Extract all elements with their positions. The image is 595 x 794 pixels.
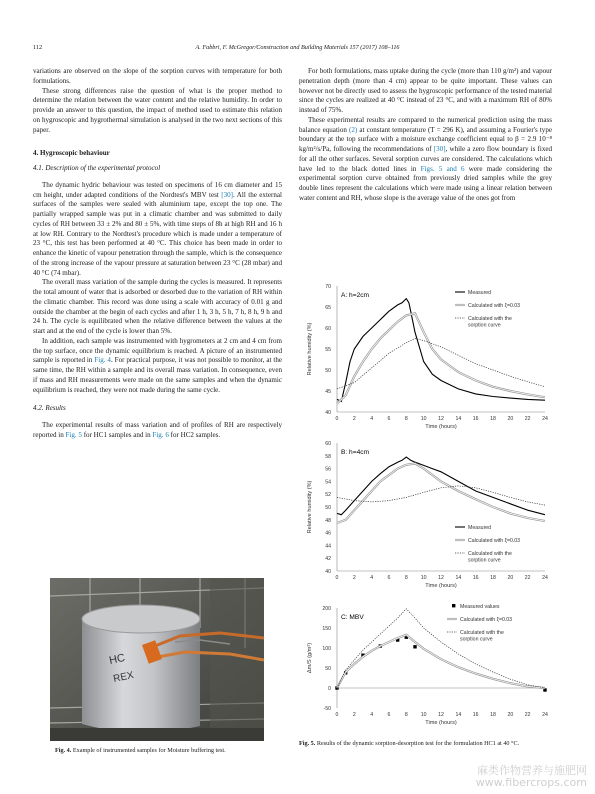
x-tick-label: 16 bbox=[472, 575, 479, 581]
left-column bbox=[33, 67, 282, 441]
x-tick-label: 6 bbox=[387, 416, 391, 422]
x-tick-label: 20 bbox=[507, 712, 514, 718]
reference-link[interactable]: [30] bbox=[433, 145, 446, 153]
y-tick-label: 200 bbox=[322, 606, 331, 612]
legend-label: Calculated with ξ=0.03 bbox=[468, 538, 521, 544]
figure-caption: Fig. 5. Results of the dynamic sorption-desorption test for the formulation HC1 at 40 °C. bbox=[299, 740, 520, 747]
x-tick-label: 4 bbox=[370, 416, 374, 422]
chart-a-humidity-2cm bbox=[303, 280, 553, 440]
journal-reference: A. Fabbri, F. McGregor/Construction and Building Materials 157 (2017) 108–116 bbox=[195, 44, 400, 51]
y-tick-label: 65 bbox=[325, 305, 331, 311]
y-axis-label: Relative humidity (%) bbox=[307, 480, 313, 534]
y-tick-label: 45 bbox=[325, 389, 331, 395]
series-line-calculated-xi-inner bbox=[337, 635, 545, 688]
chart-title: B: h=4cm bbox=[341, 449, 370, 456]
y-axis-label: Δm/S (g/m²) bbox=[307, 642, 313, 674]
equation-link[interactable]: (2) bbox=[349, 125, 358, 134]
y-tick-label: 52 bbox=[325, 492, 331, 499]
watermark-url: www.fibercrops.com bbox=[475, 776, 587, 789]
figure-link[interactable]: Figs. 5 and 6 bbox=[420, 164, 465, 173]
series-line-calculated-xi bbox=[337, 635, 545, 688]
x-axis-label: Time (hours) bbox=[425, 424, 457, 430]
x-tick-label: 0 bbox=[335, 575, 339, 581]
x-tick-label: 2 bbox=[352, 712, 356, 718]
series-line-calculated-sorption bbox=[337, 609, 545, 688]
x-tick-label: 6 bbox=[387, 712, 391, 718]
y-tick-label: 150 bbox=[322, 626, 331, 632]
series-line-calculated-sorption bbox=[337, 339, 545, 389]
y-tick-label: 40 bbox=[325, 569, 331, 575]
section-heading: 4. Hygroscopic behaviour bbox=[33, 149, 110, 158]
x-tick-label: 22 bbox=[524, 416, 531, 422]
x-axis-label: Time (hours) bbox=[425, 720, 457, 726]
x-tick-label: 0 bbox=[335, 416, 339, 422]
x-tick-label: 2 bbox=[352, 575, 356, 581]
figure-link[interactable]: Fig. 6 bbox=[152, 430, 169, 439]
legend-label: Calculated with the bbox=[460, 630, 504, 636]
x-tick-label: 4 bbox=[370, 712, 374, 718]
x-tick-label: 10 bbox=[420, 712, 427, 718]
x-tick-label: 12 bbox=[438, 712, 444, 718]
paragraph: The dynamic hydric behaviour was tested on specimens of 16 cm diameter and 15 cm height, under adapted conditions of the Nordtest's MBV test [30]. All the external surfaces of the samples were sealed with aluminium tape, except the top one. The partially wrapped sample was put in a climatic chamber and was submitted to daily cycles of RH between 33 ± 2% and 80 ± 5%, with time steps of 8h at high RH and 16 h at low RH. Contrary to the Nordtest's procedure which is made under a temperature of 23 °C, this test has been performed at 40 °C. This choice has been made in order to enhance the kinetic of vapour penetration through the sample, which is the consequence of the strong increase of the vapour pressure at saturation between 23 °C (28 mbar) and 40 °C (74 mbar). bbox=[33, 180, 282, 277]
legend-label: sorption curve bbox=[468, 322, 501, 329]
y-tick-label: 50 bbox=[325, 368, 331, 374]
legend-label: Calculated with the bbox=[468, 316, 512, 322]
y-tick-label: 40 bbox=[325, 410, 331, 416]
chart-c-mbv bbox=[303, 600, 553, 735]
y-tick-label: 100 bbox=[322, 646, 331, 652]
figure-caption: Fig. 4. Example of instrumented samples for Moisture buffering test. bbox=[55, 747, 226, 754]
chart-b-humidity-4cm bbox=[303, 437, 553, 599]
paragraph: The overall mass variation of the sample during the cycles is measured. It represents the total amount of water that is adsorbed or desorbed due to the variation of RH within the climatic chamber. This record was done using a scale with accuracy of 0.01 g and outside the chamber at the begin of each cycles and after 1 h, 3 h, 5 h, 7 h, 8 h, 9 h and 24 h. The cycle is equilibrated when the relative difference between the values at the start and at the end of the cycle is lower than 5%. bbox=[33, 278, 282, 335]
y-tick-label: 44 bbox=[325, 543, 331, 550]
x-tick-label: 18 bbox=[490, 712, 496, 718]
x-tick-label: 12 bbox=[438, 416, 444, 422]
x-tick-label: 6 bbox=[387, 575, 391, 581]
page-number: 112 bbox=[33, 44, 43, 51]
x-tick-label: 24 bbox=[542, 575, 548, 581]
y-tick-label: 48 bbox=[325, 517, 331, 524]
y-tick-label: 58 bbox=[325, 453, 331, 460]
y-axis-label: Relative humidity (%) bbox=[307, 322, 313, 376]
x-tick-label: 18 bbox=[490, 416, 496, 422]
y-tick-label: 70 bbox=[325, 284, 331, 290]
paragraph: These experimental results are compared to the numerical prediction using the mass balance equation (2) at constant temperature (T = 296 K), and assuming a Fourier's type boundary at the top surface with a moisture exchange coefficient equal to β = 2.9 10⁻⁸ kg/m²/s/Pa, following the recommendations of [30], while a zero flow boundary is fixed for all the other surfaces. Several sorption curves are considered. The calculations which have led to the black dotted lines in Figs. 5 and 6 were made considering the experimental sorption curve obtained from previously dried samples while the grey double lines represent the calculations which were made using a linear relation between water content and RH, whose slope is the average value of the ones got from bbox=[299, 115, 553, 202]
y-tick-label: 60 bbox=[325, 326, 331, 332]
chart-title: C: MBV bbox=[341, 614, 364, 621]
x-tick-label: 14 bbox=[455, 416, 462, 422]
y-tick-label: 60 bbox=[325, 441, 331, 447]
x-tick-label: 22 bbox=[524, 712, 531, 718]
x-tick-label: 22 bbox=[524, 575, 531, 581]
x-tick-label: 8 bbox=[404, 712, 408, 718]
svg-text:REX: REX bbox=[112, 669, 135, 685]
y-tick-label: -50 bbox=[323, 706, 331, 712]
y-tick-label: 50 bbox=[325, 505, 331, 511]
x-tick-label: 24 bbox=[542, 712, 548, 718]
y-tick-label: 54 bbox=[325, 479, 331, 486]
paragraph: The experimental results of mass variation and of profiles of RH are respectively reported in Fig. 5 for HC1 samples and in Fig. 6 for HC2 samples. bbox=[33, 421, 282, 439]
x-tick-label: 8 bbox=[404, 416, 408, 422]
x-axis-label: Time (hours) bbox=[425, 583, 457, 589]
y-tick-label: 42 bbox=[325, 556, 331, 563]
x-tick-label: 8 bbox=[404, 575, 408, 581]
y-tick-label: 0 bbox=[328, 686, 331, 692]
x-tick-label: 16 bbox=[472, 712, 479, 718]
x-tick-label: 14 bbox=[455, 712, 462, 718]
running-header bbox=[0, 44, 595, 56]
x-tick-label: 18 bbox=[490, 575, 496, 581]
legend-label: sorption curve bbox=[460, 636, 493, 643]
legend-label: Calculated with ξ=0.03 bbox=[460, 617, 513, 623]
paragraph: These strong differences raise the question of what is the proper method to determine the relation between the water content and the relative humidity. In order to provide an answer to this question, the impact of method used to estimate this relation on hygroscopic and hygrothermal simulation is analysed in the two next sections of this paper. bbox=[33, 86, 282, 134]
paragraph: In addition, each sample was instrumented with hygrometers at 2 cm and 4 cm from the top surface, once the dynamic equilibrium is reached. A picture of an instrumented sample is reported in Fig. 4. For practical purpose, it was not possible to monitor, at the same time, the RH within a sample and its overall mass variation. In consequence, even if mass and RH measurements were made on the same samples and when the dynamic equilibrium is reached, they were not made during the same cycle. bbox=[33, 336, 282, 394]
x-tick-label: 0 bbox=[335, 712, 339, 718]
watermark: 麻类作物营养与施肥网 bbox=[477, 764, 587, 777]
x-tick-label: 10 bbox=[420, 575, 427, 581]
x-tick-label: 24 bbox=[542, 416, 548, 422]
y-tick-label: 50 bbox=[325, 666, 331, 672]
series-line-calculated-xi bbox=[337, 313, 545, 403]
chart-title: A: h=2cm bbox=[341, 292, 370, 299]
right-column bbox=[299, 67, 552, 204]
legend-label: Measured bbox=[468, 525, 492, 531]
x-tick-label: 20 bbox=[507, 575, 514, 581]
series-line-measured bbox=[337, 457, 545, 515]
legend-label: Calculated with the bbox=[468, 551, 512, 557]
y-tick-label: 46 bbox=[325, 530, 331, 537]
subsection-heading: 4.2. Results bbox=[33, 404, 66, 413]
x-tick-label: 10 bbox=[420, 416, 427, 422]
x-tick-label: 14 bbox=[455, 575, 462, 581]
legend-label: Measured bbox=[468, 290, 492, 296]
legend-label: sorption curve bbox=[468, 557, 501, 564]
figure-link[interactable]: Fig. 5 bbox=[65, 430, 82, 439]
y-tick-label: 56 bbox=[325, 466, 331, 473]
figure-link[interactable]: Fig. 4 bbox=[94, 356, 111, 365]
paragraph: variations are observed on the slope of the sorption curves with temperature for both formulations. bbox=[33, 67, 282, 85]
instrumented-sample-photo bbox=[50, 578, 264, 741]
reference-link[interactable]: [30] bbox=[221, 190, 233, 199]
data-point bbox=[413, 645, 416, 648]
legend-label: Calculated with ξ=0.03 bbox=[468, 303, 521, 309]
series-line-measured bbox=[337, 299, 545, 402]
y-tick-label: 55 bbox=[325, 347, 331, 353]
x-tick-label: 2 bbox=[352, 416, 356, 422]
x-tick-label: 20 bbox=[507, 416, 514, 422]
paragraph: For both formulations, mass uptake during the cycle (more than 110 g/m²) and vapour penetration depth (more than 4 cm) appear to be quite important. These values can however not be directly used to assess the hygroscopic performance of the tested material since the cycles are realized at 40 °C instead of 23 °C, and with a maximum RH of 80% instead of 75%. bbox=[299, 67, 552, 114]
x-tick-label: 4 bbox=[370, 575, 374, 581]
svg-text:HC: HC bbox=[108, 651, 127, 667]
subsection-heading: 4.1. Description of the experimental protocol bbox=[33, 164, 161, 172]
x-tick-label: 16 bbox=[472, 416, 479, 422]
legend-marker bbox=[452, 604, 455, 607]
legend-label: Measured values bbox=[460, 604, 500, 610]
x-tick-label: 12 bbox=[438, 575, 444, 581]
